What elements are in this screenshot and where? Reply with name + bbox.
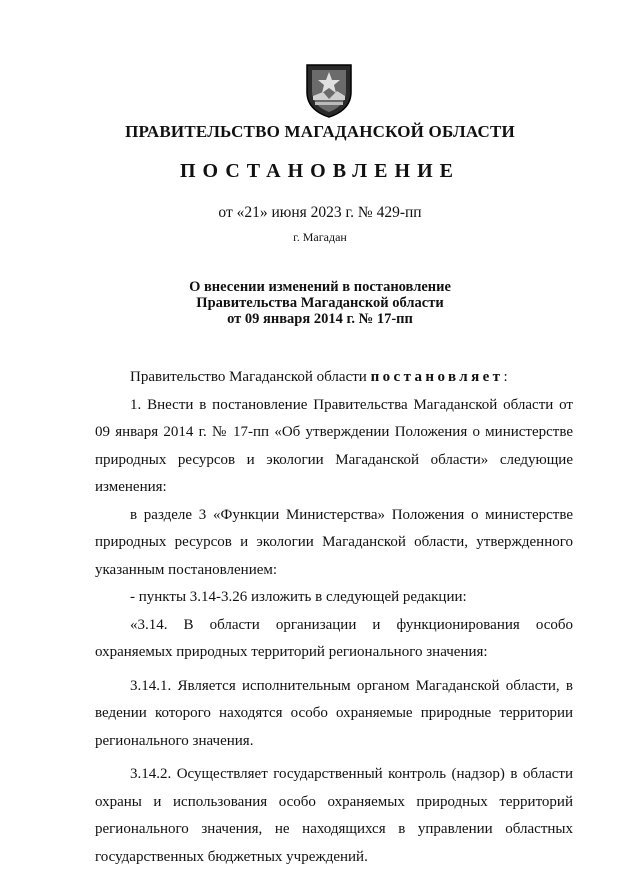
- document-city: г. Магадан: [293, 230, 347, 244]
- document-date-number: от «21» июня 2023 г. № 429-пп: [218, 204, 422, 221]
- government-title: ПРАВИТЕЛЬСТВО МАГАДАНСКОЙ ОБЛАСТИ: [125, 122, 515, 141]
- paragraph-5: 3.14.1. Является исполнительным органом Магаданской области, в ведении которого находятся особо охраняемые природные территории регионального значения.: [95, 677, 573, 749]
- intro-subject: Правительство Магаданской области: [130, 369, 371, 385]
- document-body: [95, 364, 573, 871]
- intro-verb: постановляет: [370, 369, 504, 385]
- paragraph-3: - пункты 3.14-3.26 изложить в следующей редакции:: [130, 589, 467, 605]
- intro-paragraph: [95, 364, 573, 392]
- paragraph-1: 1. Внести в постановление Правительства Магаданской области от 09 января 2014 г. № 17-пп «Об утверждении Положения о министерстве природных ресурсов и экологии Магаданской области» следующие изменения:: [95, 396, 573, 495]
- heading-line: Правительства Магаданской области: [196, 295, 444, 311]
- coat-of-arms-icon: [303, 62, 355, 118]
- paragraph-6: 3.14.2. Осуществляет государственный контроль (надзор) в области охраны и использования особо охраняемых природных территорий регионального значения, не находящихся в управлении областных государственных бюджетных учреждений.: [95, 766, 573, 865]
- paragraph-4: «3.14. В области организации и функционирования особо охраняемых природных территорий регионального значения:: [95, 616, 573, 660]
- heading-line: О внесении изменений в постановление: [189, 279, 451, 295]
- heading-line: от 09 января 2014 г. № 17-пп: [227, 311, 413, 327]
- document-heading: [0, 279, 640, 327]
- intro-colon: :: [503, 369, 508, 385]
- document-type: ПОСТАНОВЛЕНИЕ: [180, 160, 460, 182]
- paragraph-2: в разделе 3 «Функции Министерства» Положения о министерстве природных ресурсов и экологии Магаданской области, утвержденного указанным постановлением:: [95, 506, 573, 578]
